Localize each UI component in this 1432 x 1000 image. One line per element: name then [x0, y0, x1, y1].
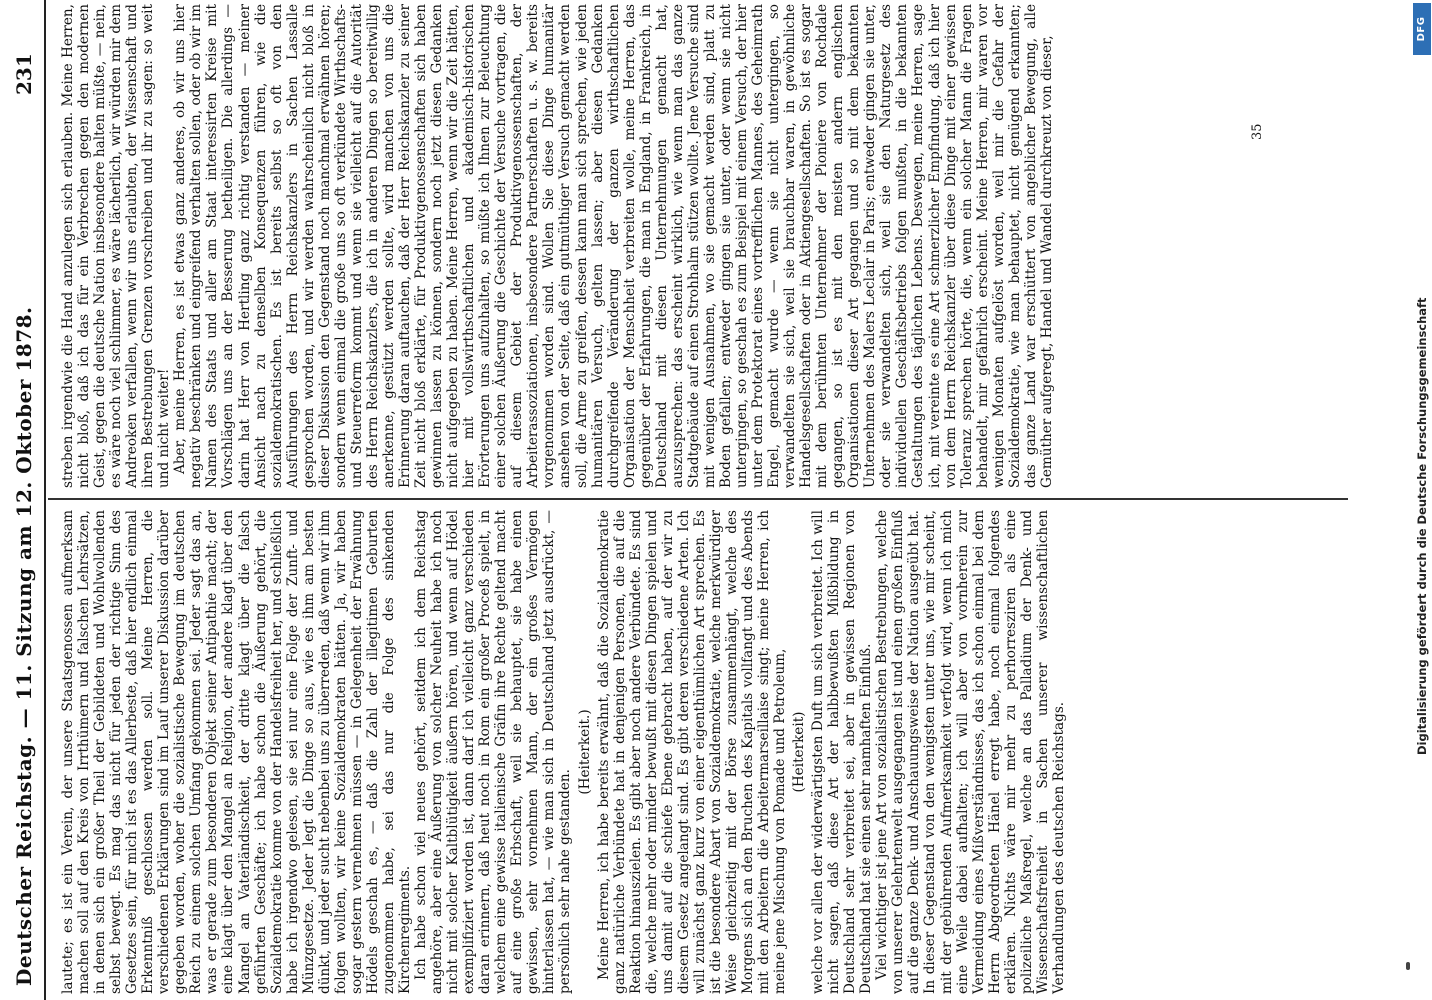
paragraph: Aber, meine Herren, es ist etwas ganz anderes, ob wir uns hier negativ beschränken und eingreifend verhalten sollen, oder ob wir im Namen des Staats und aller am Staat interessirten Kreise mit Vorschlägen uns an der Besserung betheiligen. Die allerdings — darin hat Herr von Hertling ganz richtig verstanden — meiner Ansicht nach zu denselben Konsequenzen führen, wie die sozialdemokratischen. Es ist bereits selbst so oft von den Ausführungen des Herrn Reichskanzlers in Sachen Lassalle gesprochen worden, und wir werden wahrscheinlich nicht bloß in dieser Diskussion den Gegenstand noch manchmal erwähnen hören; sondern wenn einmal die große uns so oft verkündete Wirthschafts- und Steuerreform kommt und wenn sie vielleicht auf die Autorität des Herrn Reichskanzlers, die ich in anderen Dingen so bereitwillig anerkenne, gestützt werden sollte, wird manchen von uns die Erinnerung daran auftauchen, daß der Herr Reichskanzler zu seiner Zeit nicht bloß erklärte, für Produktivgenossenschaften sich haben gewinnen lassen zu können, sondern noch jetzt diesen Gedanken nicht aufgegeben zu haben. Meine Herren, wenn wir die Zeit hätten, hier mit vollswirthschaftlichen und akademisch-historischen Erörterungen uns aufzuhalten, so müßte ich Ihnen zur Beleuchtung einer solchen Äußerung die Geschichte der Versuche vortragen, die auf diesem Gebiet der Produktivgenossenschaften, der Arbeiterassoziationen, insbesondere Partnerschaften u. s. w. bereits vorgenommen worden sind. Wollen Sie diese Dinge humanitär ansehen von der Seite, daß ein gutmüthiger Versuch gemacht werden soll, die Arme zu greifen, dessen kann man sich sprechen, wie jeden humanitären Versuch, gelten lassen; aber diesen Gedanken durchgreifende Veränderung der ganzen wirthschaftlichen Organisation der Menschheit verbreiten wolle, meine Herren, das gegenüber der Erfahrungen, die man in England, in Frankreich, in Deutschland mit diesen Unternehmungen gemacht hat, auszusprechen: das erscheint wirklich, wie wenn man das ganze Stadtgebäude auf einen Strohhalm stützen wollte. Jene Versuche sind mit wenigen Ausnahmen, wo sie gemacht werden sind, platt zu Boden gefallen; entweder gingen sie unter, oder wenn sie nicht untergingen, so geschah es zum Beispiel mit einem Versuch, der hier unter dem Protektorat eines vortrefflichen Mannes, des Geheimrath Engel, gemacht wurde — wenn sie nicht untergingen, so verwandelten sie sich, weil sie brauchbar waren, in gewöhnliche Handelsgesellschaften oder in Aktiengesellschaften. So ist es sogar mit dem berühmten Unternehmer der Pioniere von Rochdale gegangen, so ist es mit den meisten andern englischen Organisationen dieser Art gegangen und so mit dem bekannten Unternehmen des Malers Leclair in Paris; entweder gingen sie unter, oder sie verwandelten sich, weil sie den Naturgesetz des individuellen Geschäftsbetriebs folgen mußten, in die bekannten Gestaltungen des täglichen Lebens. Deswegen, meine Herren, sage ich, mit vereinte es eine Art schmerzlicher Empfindung, daß ich hier von dem Herrn Reichskanzler über diese Dinge mit einer gewissen Toleranz sprechen hörte, die, wenn ein solcher Mann die Fragen behandelt, mir gefährlich erscheint. Meine Herren, mir waren vor wenigen Monaten aufgelöst worden, weil mir die Gefahr der Sozialdemokratie, wie man behauptet, nicht genügend erkannten; das ganze Land war erschüttert von angeblicher Bewegung, alle Gemüther aufgeregt, Handel und Wandel durchkreuzt von dieser,	[172, 4, 1055, 488]
column-divider	[48, 498, 1348, 500]
paragraph: Ich habe schon viel neues gehört, seitdem ich dem Reichstag angehöre, aber eine Äußerung von solcher Neuheit habe ich noch nicht mit solcher Kaltblütigkeit äußern hören, und wenn auf Hödel exemplifiziert worden ist, dann darf ich vielleicht ganz verschieden daran erinnern, daß heut noch in Rom ein großer Proceß spielt, in welchem eine gewisse italienische Gräfin ihre Rechte geltend macht auf eine große Erbschaft, weil sie behauptet, sie habe einen gewissen, sehr vornehmen Mann, der ein großes Vermögen hinterlassen hat, — wie man sich in Deutschland jetzt ausdrückt, — persönlich sehr nahe gestanden.	[413, 510, 574, 994]
scan-mark	[1406, 962, 1410, 970]
paragraph: Meine Herren, ich habe bereits erwähnt, daß die Sozialdemokratie ganz natürliche Verbündete hat in denjenigen Personen, die auf die Reaktion hinauszielen. Es gibt aber noch andere Verbündete. Es sind die, welche mehr oder minder bewußt mit diesen Dingen spielen und uns damit auf die schiefe Ebene gebracht haben, auf der wir zu diesem Gesetz angelangt sind. Es gibt deren verschiedene Arten. Ich will zunächst ganz kurz von einer eigenthümlichen Art sprechen. Es ist die besondere Abart von Sozialdemokratie, welche merkwürdiger Weise gleichzeitig mit der Börse zusammenhängt, welche des Morgens sich an den Bruchen des Kapitals vollfangt und des Abends mit den Arbeitern die Arbeitermarseillaise singt; meine Herren, ich meine jene Mischung von Pomade und Petroleum,	[595, 510, 789, 994]
paragraph: welche vor allen der widerwärtigsten Duft um sich verbreitet. Ich will nicht sagen, daß diese Art der halbbewußten Mißbildung in Deutschland sehr verbreitet sei, aber in gewissen Regionen von Deutschland hat sie einen sehr namhaften Einfluß.	[810, 510, 875, 994]
digitization-credit	[1412, 0, 1432, 1000]
paragraph: lautete; es ist ein Verein, der unsere Staatsgenossen aufmerksam machen soll auf den Kreis von Irrthümern und falschen Lehrsätzen, in denen sich ein großer Theil der Gebildeten und Wohlwollenden selbst bewegt. Es mag das nicht für jeden der richtige Sinn des Gesetzes sein, für mich ist es das Allerbeste, daß hier endlich einmal Erkenntniß geschlossen werden soll. Meine Herren, die verschiedenen Erklärungen sind im Lauf unserer Diskussion darüber gegeben worden, woher die sozialistische Bewegung im deutschen Reich zu einem solchen Umfang gekommen sei. Jeder sagt das an, was er gerade zum besonderen Objekt seiner Antipathie macht; der eine klagt über den Mangel an Religion, der andere klagt über den Mangel an Vaterländischkeit, der dritte klagt über die falsch geführten Geschäfte; ich habe schon die Äußerung gehört, die Sozialdemokratie komme von der Handelsfreiheit her, und schließlich habe ich irgendwo gelesen, sie sei nur eine Folge der Zunft- und Münzgesetze. Jeder legt die Dinge so aus, wie es ihm am besten dünkt, und jeder sucht nebenbei uns zu überreden, daß wenn wir ihm folgen wollten, wir keine Sozialdemokraten hätten. Ja, wir haben sogar gestern vernehmen müssen — in Gelegenheit der Erwähnung Hödels geschah es, — daß die Zahl der illegitimen Geburten zugenommen habe, sei das nur die Folge des sinkenden Kirchenregiments.	[60, 510, 413, 994]
text-column-left	[60, 510, 1067, 994]
stage-direction: (Heiterkeit.)	[576, 709, 593, 795]
signature-mark: 35	[1250, 123, 1265, 140]
credit-text: Digitalisierung gefördert durch die Deutsche Forschungsgemeinschaft	[1415, 297, 1429, 755]
header-rule	[44, 0, 46, 1000]
page-header	[4, 0, 44, 1000]
paragraph: Viel wichtiger ist jene Art von sozialistischen Bestrebungen, welche von unserer Gelehrtenwelt ausgegangen ist und einen großen Einfluß auf die ganze Denk- und Anschauungsweise der Nation ausgeübt hat. In dieser Gegenstand von den wenigsten unter uns, wie mir scheint, mit der gebührenden Aufmerksamkeit verfolgt wird, wenn ich mich eine Weile dabei aufhalten; ich will aber von vornherein zur Vermeidung eines Mißverständnisses, das ich schon einmal bei dem Herrn Abgeordneten Hänel erregt habe, noch einmal folgendes erklären. Nichts wäre mir mehr zu perhorresziren als eine polizeiliche Maßregel, welche an das Palladium der Denk- und Wissenschaftsfreiheit in Sachen unserer wissenschaftlichen Verhandlungen des deutschen Reichstags.	[874, 510, 1067, 994]
dfg-logo: DFG	[1413, 3, 1431, 55]
running-title: Deutscher Reichstag. — 11. Sitzung am 12. Oktober 1878.	[12, 306, 36, 986]
text-column-right	[60, 4, 1055, 488]
paragraph: streben irgendwie die Hand anzulegen sich erlauben. Meine Herren, nicht bloß, daß ich das für ein Verbrechen gegen den modernen Geist, gegen die deutsche Nation insbesondere halten müßte, — nein, es wäre noch viel schlimmer, es wäre lächerlich, wir würden mir dem Andreoken verfallen, wenn wir uns erlaubten, der Wissenschaft und ihren Bestrebungen Grenzen vorschreiben und ihr zu sagen: so weit und nicht weiter!	[60, 4, 173, 488]
page-number: 231	[12, 53, 36, 95]
stage-direction: (Heiterkeit)	[791, 711, 808, 793]
